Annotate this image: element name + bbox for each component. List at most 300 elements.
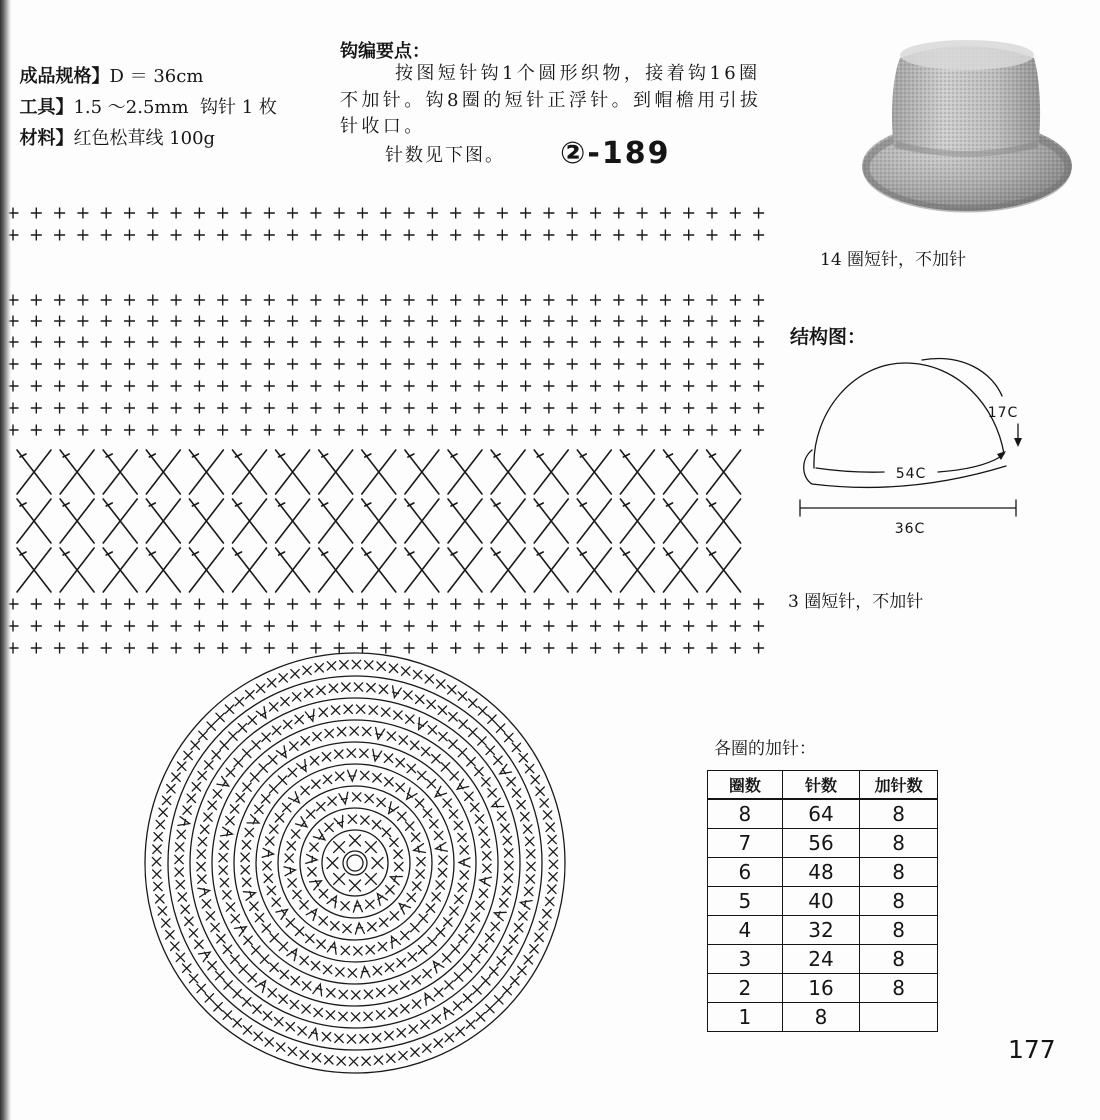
single-crochet-mark [614, 230, 624, 240]
round-stitch-mark [435, 988, 443, 996]
increase-stitch-mark [520, 901, 532, 910]
round-stitch-mark [241, 853, 249, 861]
single-crochet-mark [241, 381, 251, 391]
front-post-stitch-mark [707, 450, 741, 494]
single-crochet-mark [55, 643, 65, 653]
round-stitch-mark [459, 720, 467, 728]
increase-stitch-mark [457, 779, 469, 789]
single-crochet-mark [707, 599, 717, 609]
single-crochet-mark [334, 316, 344, 326]
increase-stitch-mark [407, 788, 417, 799]
round-stitch-mark [376, 1011, 384, 1019]
increase-stitch-mark [284, 867, 295, 876]
round-stitch-mark [350, 835, 361, 846]
single-crochet-mark [521, 359, 531, 369]
single-crochet-mark [195, 381, 205, 391]
round-stitch-mark [347, 749, 355, 757]
single-crochet-mark [684, 621, 694, 631]
single-crochet-mark [101, 425, 111, 435]
round-stitch-mark [517, 801, 525, 809]
increase-stitch-mark [244, 891, 256, 900]
single-crochet-mark [358, 643, 368, 653]
single-crochet-mark [78, 643, 88, 653]
lower-rounds-note: 3 圈短针，不加针 [788, 592, 924, 612]
single-crochet-mark [171, 208, 181, 218]
round-stitch-mark [372, 1034, 380, 1042]
cell-round: 8 [708, 799, 783, 829]
single-crochet-mark [428, 337, 438, 347]
round-stitch-mark [189, 929, 197, 937]
front-post-stitch-mark [17, 548, 51, 592]
single-crochet-mark [218, 295, 228, 305]
increase-stitch-mark [434, 962, 444, 973]
round-stitch-mark [275, 1017, 283, 1025]
increase-stitch-mark [435, 786, 446, 797]
single-crochet-mark [661, 403, 671, 413]
single-crochet-mark [55, 599, 65, 609]
round-stitch-mark [385, 778, 393, 786]
single-crochet-mark [218, 316, 228, 326]
round-stitch-mark [364, 990, 372, 998]
scan-shadow-edge [0, 0, 11, 1120]
round-stitch-mark [270, 703, 278, 711]
single-crochet-mark [288, 230, 298, 240]
round-stitch-mark [178, 893, 186, 901]
round-stitch-mark [264, 874, 272, 882]
single-crochet-mark [684, 381, 694, 391]
single-crochet-mark [404, 359, 414, 369]
single-crochet-mark [311, 403, 321, 413]
round-stitch-mark [401, 931, 409, 939]
single-crochet-mark [125, 230, 135, 240]
round-stitch-mark [521, 813, 529, 821]
round-stitch-mark [269, 785, 277, 793]
round-stitch-mark [268, 989, 276, 997]
increase-stitch-mark [348, 770, 357, 781]
single-crochet-mark [707, 425, 717, 435]
increase-stitch-mark [310, 881, 322, 890]
round-stitch-mark [344, 705, 352, 713]
round-stitch-mark [234, 758, 242, 766]
single-crochet-mark [381, 425, 391, 435]
single-crochet-mark [288, 643, 298, 653]
round-stitch-mark [504, 946, 512, 954]
single-crochet-mark [358, 599, 368, 609]
round-stitch-mark [449, 740, 457, 748]
single-crochet-mark [567, 337, 577, 347]
cell-round: 4 [708, 916, 783, 945]
round-stitch-mark [507, 778, 515, 786]
single-crochet-mark [498, 403, 508, 413]
round-stitch-mark [246, 691, 254, 699]
round-stitch-mark [243, 783, 251, 791]
single-crochet-mark [381, 643, 391, 653]
diameter-line [800, 500, 1016, 516]
single-crochet-mark [567, 359, 577, 369]
round-stitch-mark [458, 833, 466, 841]
header-increases: 加针数 [860, 771, 938, 800]
round-stitch-mark [269, 756, 277, 764]
single-crochet-mark [171, 337, 181, 347]
single-crochet-mark [241, 230, 251, 240]
round-stitch-mark [524, 956, 532, 964]
round-stitch-mark [407, 764, 415, 772]
page-number: 177 [1008, 1035, 1056, 1064]
single-crochet-mark [591, 381, 601, 391]
round-stitch-mark [341, 946, 349, 954]
single-crochet-mark [451, 295, 461, 305]
single-crochet-mark [754, 643, 764, 653]
single-crochet-mark [684, 643, 694, 653]
single-crochet-mark [498, 208, 508, 218]
single-crochet-mark [754, 621, 764, 631]
round-stitch-mark [502, 886, 510, 894]
round-stitch-mark [515, 924, 523, 932]
single-crochet-mark [171, 599, 181, 609]
round-stitch-mark [473, 986, 481, 994]
round-stitch-mark [198, 837, 206, 845]
round-stitch-mark [427, 780, 435, 788]
single-crochet-mark [241, 643, 251, 653]
single-crochet-mark [358, 359, 368, 369]
single-crochet-mark [125, 208, 135, 218]
round-stitch-mark [434, 1039, 442, 1047]
dome-outline [814, 363, 1004, 468]
single-crochet-mark [498, 295, 508, 305]
round-stitch-mark [231, 955, 239, 963]
single-crochet-mark [754, 599, 764, 609]
single-crochet-mark [311, 208, 321, 218]
round-stitch-mark [365, 661, 373, 669]
round-stitch-mark [293, 890, 301, 898]
single-crochet-mark [404, 381, 414, 391]
single-crochet-mark [265, 381, 275, 391]
round-stitch-mark [443, 799, 451, 807]
single-crochet-mark [55, 621, 65, 631]
increase-stitch-mark [256, 707, 266, 719]
front-post-stitch-mark [620, 548, 654, 592]
single-crochet-mark [404, 208, 414, 218]
round-stitch-mark [279, 942, 287, 950]
single-crochet-mark [55, 381, 65, 391]
single-crochet-mark [101, 230, 111, 240]
round-stitch-mark [419, 914, 427, 922]
round-stitch-mark [479, 827, 487, 835]
round-stitch-mark [317, 802, 325, 810]
spec-materials-value: 红色松茸线 100g [73, 128, 216, 149]
round-stitch-mark [171, 942, 179, 950]
front-post-stitch-mark [146, 499, 180, 543]
single-crochet-mark [614, 599, 624, 609]
increase-stitch-mark [334, 815, 343, 827]
round-stitch-mark [459, 935, 467, 943]
single-crochet-mark [637, 381, 647, 391]
round-stitch-mark [412, 833, 420, 841]
single-crochet-mark [544, 403, 554, 413]
single-crochet-mark [311, 381, 321, 391]
round-stitch-mark [483, 852, 491, 860]
single-crochet-mark [404, 337, 414, 347]
round-stitch-mark [189, 974, 197, 982]
round-stitch-mark [270, 934, 278, 942]
round-stitch-mark [322, 1033, 330, 1041]
single-crochet-mark [195, 359, 205, 369]
spec-materials-label: 材料】 [19, 128, 74, 149]
single-crochet-mark [754, 337, 764, 347]
round-stitch-mark [268, 679, 276, 687]
front-post-stitch-mark [534, 548, 568, 592]
cell-stitches: 64 [782, 799, 860, 829]
single-crochet-mark [218, 643, 228, 653]
single-crochet-mark [381, 599, 391, 609]
round-stitch-mark [285, 854, 293, 862]
single-crochet-mark [451, 425, 461, 435]
round-stitch-mark [548, 885, 556, 893]
front-post-stitch-mark [577, 499, 611, 543]
round-stitch-mark [399, 736, 407, 744]
round-stitch-mark [396, 783, 404, 791]
table-row [708, 974, 938, 1003]
round-stitch-mark [543, 811, 551, 819]
single-crochet-mark [428, 359, 438, 369]
single-crochet-mark [358, 403, 368, 413]
single-crochet-mark [428, 316, 438, 326]
single-crochet-mark [195, 337, 205, 347]
increase-stitch-mark [390, 876, 402, 885]
round-stitch-mark [434, 831, 442, 839]
single-crochet-mark [637, 599, 647, 609]
single-crochet-mark [591, 643, 601, 653]
single-crochet-mark [474, 316, 484, 326]
increase-stitch-mark [361, 967, 370, 978]
table-row [708, 829, 938, 858]
round-stitch-mark [494, 756, 502, 764]
round-stitch-mark [224, 981, 232, 989]
increase-stitch-mark [399, 904, 410, 915]
spec-tools-value: 1.5 ～2.5mm 钩针 1 枚 [73, 97, 277, 118]
round-stitch-mark [331, 706, 339, 714]
round-stitch-mark [279, 674, 287, 682]
round-stitch-mark [277, 1043, 285, 1051]
single-crochet-mark [731, 599, 741, 609]
round-stitch-mark [407, 893, 415, 901]
round-stitch-mark [382, 828, 390, 836]
single-crochet-mark [32, 599, 42, 609]
increase-stitch-mark [313, 830, 325, 840]
increase-table [707, 770, 938, 1032]
front-post-stitch-mark [319, 450, 353, 494]
cell-stitches: 32 [782, 916, 860, 945]
single-crochet-mark [614, 208, 624, 218]
front-post-stitch-mark [60, 548, 94, 592]
round-stitch-mark [445, 1033, 453, 1041]
single-crochet-mark [171, 295, 181, 305]
single-crochet-mark [637, 425, 647, 435]
round-stitch-mark [334, 873, 345, 884]
single-crochet-mark [265, 337, 275, 347]
round-stitch-mark [181, 905, 189, 913]
single-crochet-mark [125, 359, 135, 369]
single-crochet-mark [451, 599, 461, 609]
single-crochet-mark [358, 337, 368, 347]
round-stitch-mark [329, 684, 337, 692]
round-stitch-mark [444, 918, 452, 926]
round-stitch-mark [372, 821, 380, 829]
single-crochet-mark [195, 621, 205, 631]
round-stitch-mark [389, 1008, 397, 1016]
single-crochet-mark [684, 337, 694, 347]
round-stitch-mark [377, 988, 385, 996]
single-crochet-mark [311, 230, 321, 240]
single-crochet-mark [567, 230, 577, 240]
round-stitch-mark [205, 761, 213, 769]
single-crochet-mark [684, 295, 694, 305]
single-crochet-mark [661, 208, 671, 218]
round-stitch-mark [335, 1034, 343, 1042]
single-crochet-mark [171, 643, 181, 653]
single-crochet-mark [684, 403, 694, 413]
round-stitch-mark [176, 880, 184, 888]
round-stitch-mark [488, 715, 496, 723]
round-stitch-mark [252, 741, 260, 749]
round-stitch-mark [212, 751, 220, 759]
single-crochet-mark [195, 599, 205, 609]
single-crochet-mark [334, 337, 344, 347]
cell-increases: 8 [860, 799, 938, 829]
round-stitch-mark [478, 737, 486, 745]
single-crochet-mark [101, 599, 111, 609]
single-crochet-mark [544, 381, 554, 391]
round-stitch-mark [505, 733, 513, 741]
front-post-stitch-mark [233, 450, 267, 494]
single-crochet-mark [404, 230, 414, 240]
single-crochet-mark [288, 599, 298, 609]
increase-stitch-mark [480, 877, 492, 886]
single-crochet-mark [381, 295, 391, 305]
cell-round: 3 [708, 945, 783, 974]
single-crochet-mark [428, 599, 438, 609]
round-stitch-mark [250, 902, 258, 910]
single-crochet-mark [241, 425, 251, 435]
single-crochet-mark [101, 643, 111, 653]
round-stitch-mark [327, 858, 338, 869]
front-post-stitch-mark [17, 499, 51, 543]
single-crochet-mark [381, 230, 391, 240]
front-post-stitch-mark [664, 499, 698, 543]
round-stitch-mark [201, 825, 209, 833]
round-stitch-mark [486, 746, 494, 754]
single-crochet-mark [55, 208, 65, 218]
round-stitch-mark [185, 917, 193, 925]
single-crochet-mark [754, 425, 764, 435]
round-stitch-mark [425, 675, 433, 683]
single-crochet-mark [125, 425, 135, 435]
round-stitch-mark [301, 737, 309, 745]
round-stitch-mark [540, 799, 548, 807]
single-crochet-mark [218, 337, 228, 347]
round-stitch-mark [415, 799, 423, 807]
round-stitch-mark [223, 891, 231, 899]
single-crochet-mark [637, 621, 647, 631]
single-crochet-mark [381, 359, 391, 369]
single-crochet-mark [754, 403, 764, 413]
front-post-stitch-mark [448, 450, 482, 494]
single-crochet-mark [334, 230, 344, 240]
round-stitch-mark [491, 922, 499, 930]
round-stitch-mark [242, 841, 250, 849]
single-crochet-mark [474, 403, 484, 413]
single-crochet-mark [334, 381, 344, 391]
round-stitch-mark [482, 977, 490, 985]
increase-stitch-mark [297, 759, 307, 771]
round-stitch-mark [327, 989, 335, 997]
round-stitch-mark [505, 849, 513, 857]
single-crochet-mark [381, 403, 391, 413]
round-stitch-mark [445, 981, 453, 989]
single-crochet-mark [125, 599, 135, 609]
round-stitch-mark [337, 1057, 345, 1065]
round-stitch-mark [546, 823, 554, 831]
round-stitch-mark [350, 727, 358, 735]
round-stitch-mark [191, 741, 199, 749]
round-stitch-mark [548, 835, 556, 843]
round-stitch-mark [368, 923, 376, 931]
single-crochet-mark [218, 599, 228, 609]
round-stitch-mark [377, 798, 385, 806]
single-crochet-mark [521, 230, 531, 240]
front-post-stitch-mark [17, 450, 51, 494]
single-crochet-mark [521, 403, 531, 413]
single-crochet-mark [544, 337, 554, 347]
single-crochet-mark [451, 621, 461, 631]
single-crochet-mark [265, 403, 275, 413]
single-crochet-mark [614, 643, 624, 653]
round-stitch-mark [505, 861, 513, 869]
round-stitch-mark [248, 716, 256, 724]
instructions-line-3: 针收口。 [340, 116, 426, 137]
round-stitch-mark [254, 1032, 262, 1040]
round-stitch-mark [154, 882, 162, 890]
single-crochet-mark [195, 403, 205, 413]
round-stitch-mark [475, 767, 483, 775]
single-crochet-mark [55, 295, 65, 305]
round-stitch-mark [535, 933, 543, 941]
round-stitch-mark [342, 683, 350, 691]
single-crochet-mark [567, 643, 577, 653]
single-crochet-mark [731, 337, 741, 347]
single-crochet-mark [101, 381, 111, 391]
single-crochet-mark [521, 599, 531, 609]
round-stitch-mark [335, 750, 343, 758]
round-stitch-mark [220, 878, 228, 886]
table-row [708, 887, 938, 916]
single-crochet-mark [55, 316, 65, 326]
single-crochet-mark [358, 316, 368, 326]
cell-increases: 8 [860, 974, 938, 1003]
round-stitch-mark [314, 1008, 322, 1016]
round-stitch-mark [233, 1019, 241, 1027]
single-crochet-mark [591, 403, 601, 413]
round-stitch-mark [386, 886, 394, 894]
single-crochet-mark [567, 425, 577, 435]
round-stitch-mark [412, 1000, 420, 1008]
round-stitch-mark [519, 754, 527, 762]
single-crochet-mark [731, 403, 741, 413]
round-stitch-mark [217, 935, 225, 943]
cell-stitches: 8 [782, 1003, 860, 1032]
single-crochet-mark [754, 359, 764, 369]
round-crown-chart [145, 653, 565, 1073]
